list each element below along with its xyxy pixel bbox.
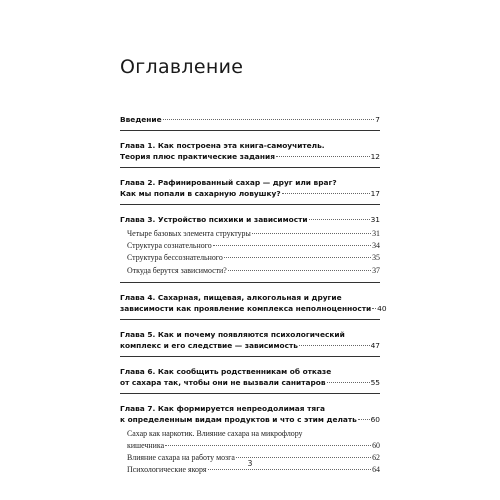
dot-leader: [327, 382, 370, 383]
dot-leader: [236, 457, 371, 458]
toc-entry-text: комплекс и его следствие — зависимость: [120, 340, 298, 350]
dot-leader: [282, 193, 370, 194]
page-title: Оглавление: [120, 56, 244, 78]
dot-leader: [208, 469, 372, 470]
toc-page-number: 60: [372, 440, 380, 450]
toc-page-number: 17: [370, 189, 380, 198]
toc-subsection-entry[interactable]: [120, 428, 380, 452]
toc-entry-text: к определенным видам продуктов и что с этим делать: [120, 414, 357, 424]
toc-subsection-entry[interactable]: [120, 265, 380, 277]
dot-leader: [224, 257, 371, 258]
toc-page-number: 60: [370, 414, 380, 424]
toc-entry-text: Введение: [120, 115, 162, 124]
toc-page-number: 31: [370, 215, 380, 224]
toc-entry-text: Глава 7. Как формируется непреодолимая тяга: [120, 403, 325, 413]
toc-entry-text: зависимости как проявление комплекса неполноценности: [120, 303, 372, 313]
section-divider: [120, 356, 380, 357]
toc-entry-text: Структура бессознательного: [127, 253, 223, 263]
toc-page-number: 12: [370, 152, 380, 161]
toc-chapter-entry[interactable]: [120, 114, 380, 125]
toc-chapter-entry[interactable]: [120, 292, 387, 314]
toc-entry-text: Глава 1. Как построена эта книга-самоучитель.: [120, 141, 325, 150]
toc-entry-text: Как мы попали в сахарную ловушку?: [120, 189, 281, 198]
toc-entry-text: Глава 6. Как сообщить родственникам об отказе: [120, 366, 332, 376]
section-divider: [120, 130, 380, 131]
dot-leader: [309, 219, 370, 220]
toc-entry-text: Влияние сахара на работу мозга: [127, 453, 235, 463]
table-of-contents: [120, 114, 387, 477]
toc-chapter-entry[interactable]: [120, 177, 380, 199]
toc-subsection-entry[interactable]: [120, 228, 380, 240]
toc-page-number: 7: [375, 115, 380, 124]
toc-subsection-entry[interactable]: [120, 240, 380, 252]
dot-leader: [276, 156, 370, 157]
toc-page-number: 55: [370, 377, 380, 387]
toc-entry-text: кишечника: [127, 440, 165, 450]
dot-leader: [163, 119, 375, 120]
section-divider: [120, 393, 380, 394]
dot-leader: [358, 419, 370, 420]
section-divider: [120, 204, 380, 205]
toc-entry-text: Глава 3. Устройство психики и зависимости: [120, 215, 308, 224]
section-divider: [120, 282, 380, 283]
page-number: 3: [247, 459, 253, 468]
toc-chapter-entry[interactable]: [120, 403, 380, 425]
toc-entry-text: Глава 5. Как и почему появляются психологический: [120, 329, 345, 339]
toc-page-number: 40: [377, 303, 387, 313]
toc-page-number: 47: [370, 340, 380, 350]
section-divider: [120, 319, 380, 320]
dot-leader: [252, 233, 371, 234]
toc-entry-text: Четыре базовых элемента структуры: [127, 229, 251, 238]
toc-entry-text: Сахар как наркотик. Влияние сахара на микрофлору: [127, 428, 303, 438]
dot-leader: [165, 445, 371, 446]
dot-leader: [372, 308, 376, 309]
toc-entry-text: от сахара так, чтобы они не вызвали санитаров: [120, 377, 326, 387]
toc-page-number: 31: [372, 229, 380, 238]
toc-chapter-entry[interactable]: [120, 214, 380, 225]
toc-entry-text: Теория плюс практические задания: [120, 152, 275, 161]
dot-leader: [228, 270, 371, 271]
toc-page-number: 62: [372, 453, 380, 463]
toc-subsection-entry[interactable]: [120, 252, 380, 264]
toc-page-number: 64: [372, 465, 380, 475]
toc-entry-text: Глава 2. Рафинированный сахар — друг или враг?: [120, 178, 337, 187]
dot-leader: [299, 345, 370, 346]
toc-page-number: 35: [372, 253, 380, 263]
dot-leader: [213, 245, 371, 246]
section-divider: [120, 167, 380, 168]
toc-chapter-entry[interactable]: [120, 140, 380, 162]
toc-entry-text: Психологические якоря: [127, 465, 207, 475]
toc-chapter-entry[interactable]: [120, 366, 380, 388]
toc-entry-text: Структура сознательного: [127, 241, 212, 251]
toc-entry-text: Откуда берутся зависимости?: [127, 265, 227, 275]
toc-entry-text: Глава 4. Сахарная, пищевая, алкогольная и другие: [120, 292, 342, 302]
toc-page-number: 34: [372, 241, 380, 251]
toc-chapter-entry[interactable]: [120, 329, 380, 351]
toc-page-number: 37: [372, 265, 380, 275]
